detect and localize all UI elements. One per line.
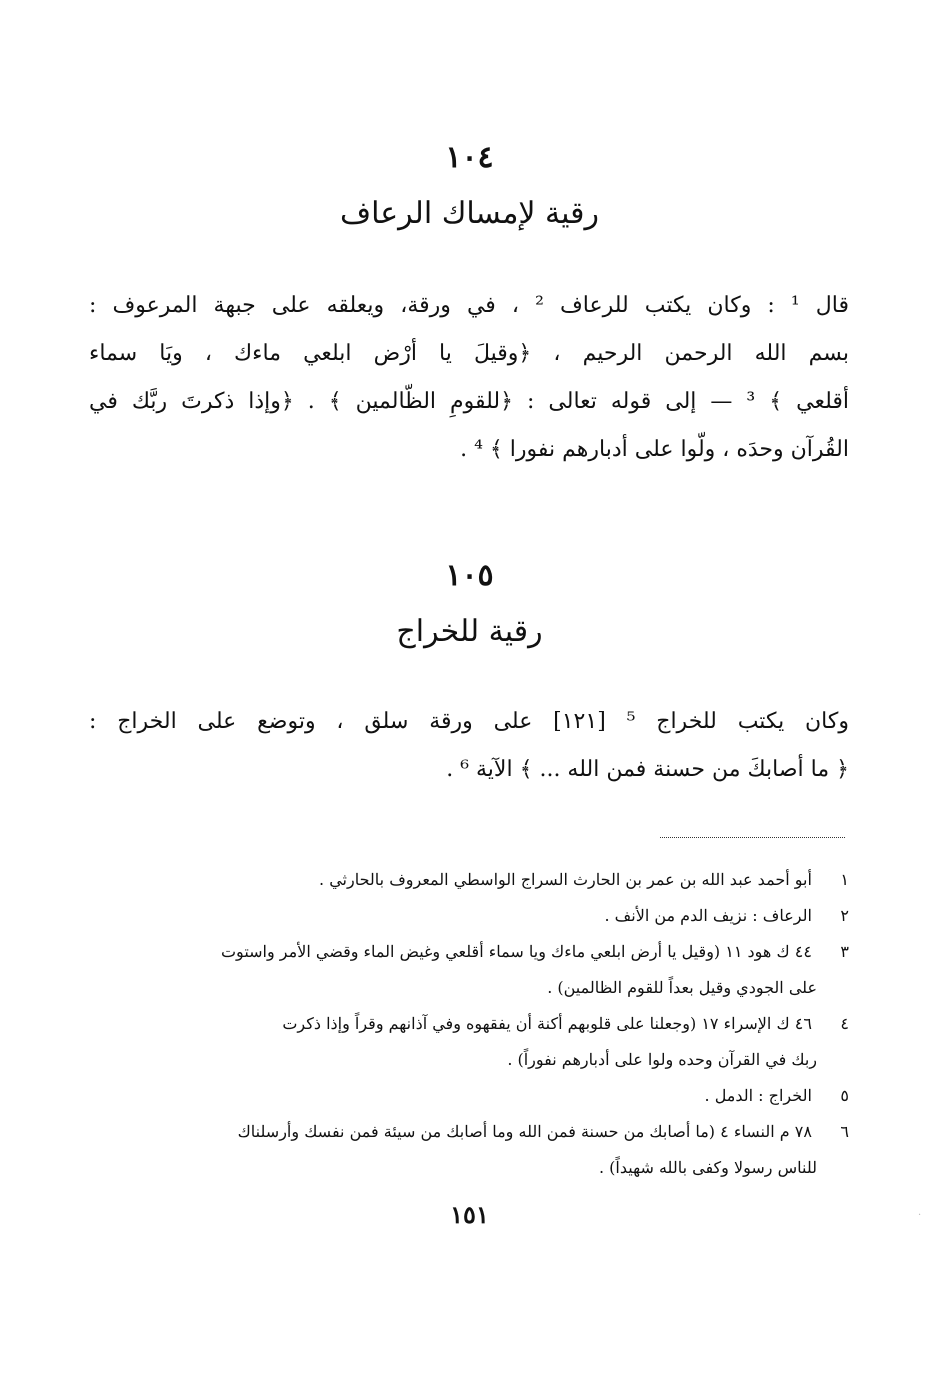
section-105-line-2: ﴿ ما أصابكَ من حسنة فمن الله ... ﴾ الآية ⁶ . [446, 757, 849, 782]
footnote-number: ٥ [840, 1086, 849, 1105]
footnote-text: ٧٨ م النساء ٤ (ما أصابك من حسنة فمن الله وما أصابك من سيئة فمن نفسك وأرسلناك [237, 1122, 812, 1141]
footnote-6-continuation: للناس رسولا وكفى بالله شهيداً) . [599, 1158, 817, 1177]
section-105-number: ١٠٥ [445, 558, 494, 593]
footnote-text: الخراج : الدمل . [704, 1086, 812, 1105]
section-105-title: رقية للخراج [396, 614, 543, 649]
footnote-number: ١ [840, 870, 849, 889]
footnote-6 [149, 1116, 849, 1148]
footnote-5 [149, 1080, 849, 1112]
section-105-line-1: وكان يكتب للخراج ⁵ [١٢١] على ورقة سلق ، وتوضع على الخراج : [89, 709, 849, 734]
section-104-line-2: بسم الله الرحمن الرحيم ، ﴿وقيلَ يا أرْض ابلعي ماءك ، ويَا سماء [89, 341, 849, 366]
section-104-line-3: أقلعي ﴾ ³ — إلى قوله تعالى : ﴿للقومِ الظّالمين ﴾ . ﴿وإذا ذكرتَ ربَّك في [89, 389, 849, 414]
footnote-number: ٤ [840, 1014, 849, 1033]
page-number: ١٥١ [450, 1200, 489, 1229]
footnote-4 [149, 1008, 849, 1040]
section-104-line-4: القُرآن وحدَه ، ولّوا على أدبارهم نفورا ﴾ ⁴ . [460, 437, 849, 462]
footnote-4-continuation: ربك في القرآن وحده ولوا على أدبارهم نفوراً) . [507, 1050, 817, 1069]
footnote-number: ٣ [840, 942, 849, 961]
footnote-divider [660, 837, 845, 838]
footnote-number: ٦ [840, 1122, 849, 1141]
footnote-2 [149, 900, 849, 932]
scan-edge-mark: · [918, 1210, 922, 1221]
footnote-text: الرعاف : نزيف الدم من الأنف . [604, 906, 812, 925]
section-104-number: ١٠٤ [445, 140, 494, 175]
footnote-text: ٤٦ ك الإسراء ١٧ (وجعلنا على قلوبهم أكنة أن يفقهوه وفي آذانهم وقراً وإذا ذكرت [282, 1014, 812, 1033]
footnote-text: أبو أحمد عبد الله بن عمر بن الحارث السراج الواسطي المعروف بالحارثي . [319, 870, 812, 889]
section-104-title: رقية لإمساك الرعاف [339, 196, 599, 231]
footnote-3 [149, 936, 849, 968]
footnote-3-continuation: على الجودي وقيل بعداً للقوم الظالمين) . [547, 978, 817, 997]
footnote-text: ٤٤ ك هود ١١ (وقيل يا أرض ابلعي ماءك ويا سماء أقلعي وغيض الماء وقضي الأمر واستوت [220, 942, 812, 961]
section-104-line-1: قال ¹ : وكان يكتب للرعاف ² ، في ورقة، ويعلقه على جبهة المرعوف : [89, 293, 849, 318]
footnote-1 [149, 864, 849, 896]
footnote-number: ٢ [840, 906, 849, 925]
